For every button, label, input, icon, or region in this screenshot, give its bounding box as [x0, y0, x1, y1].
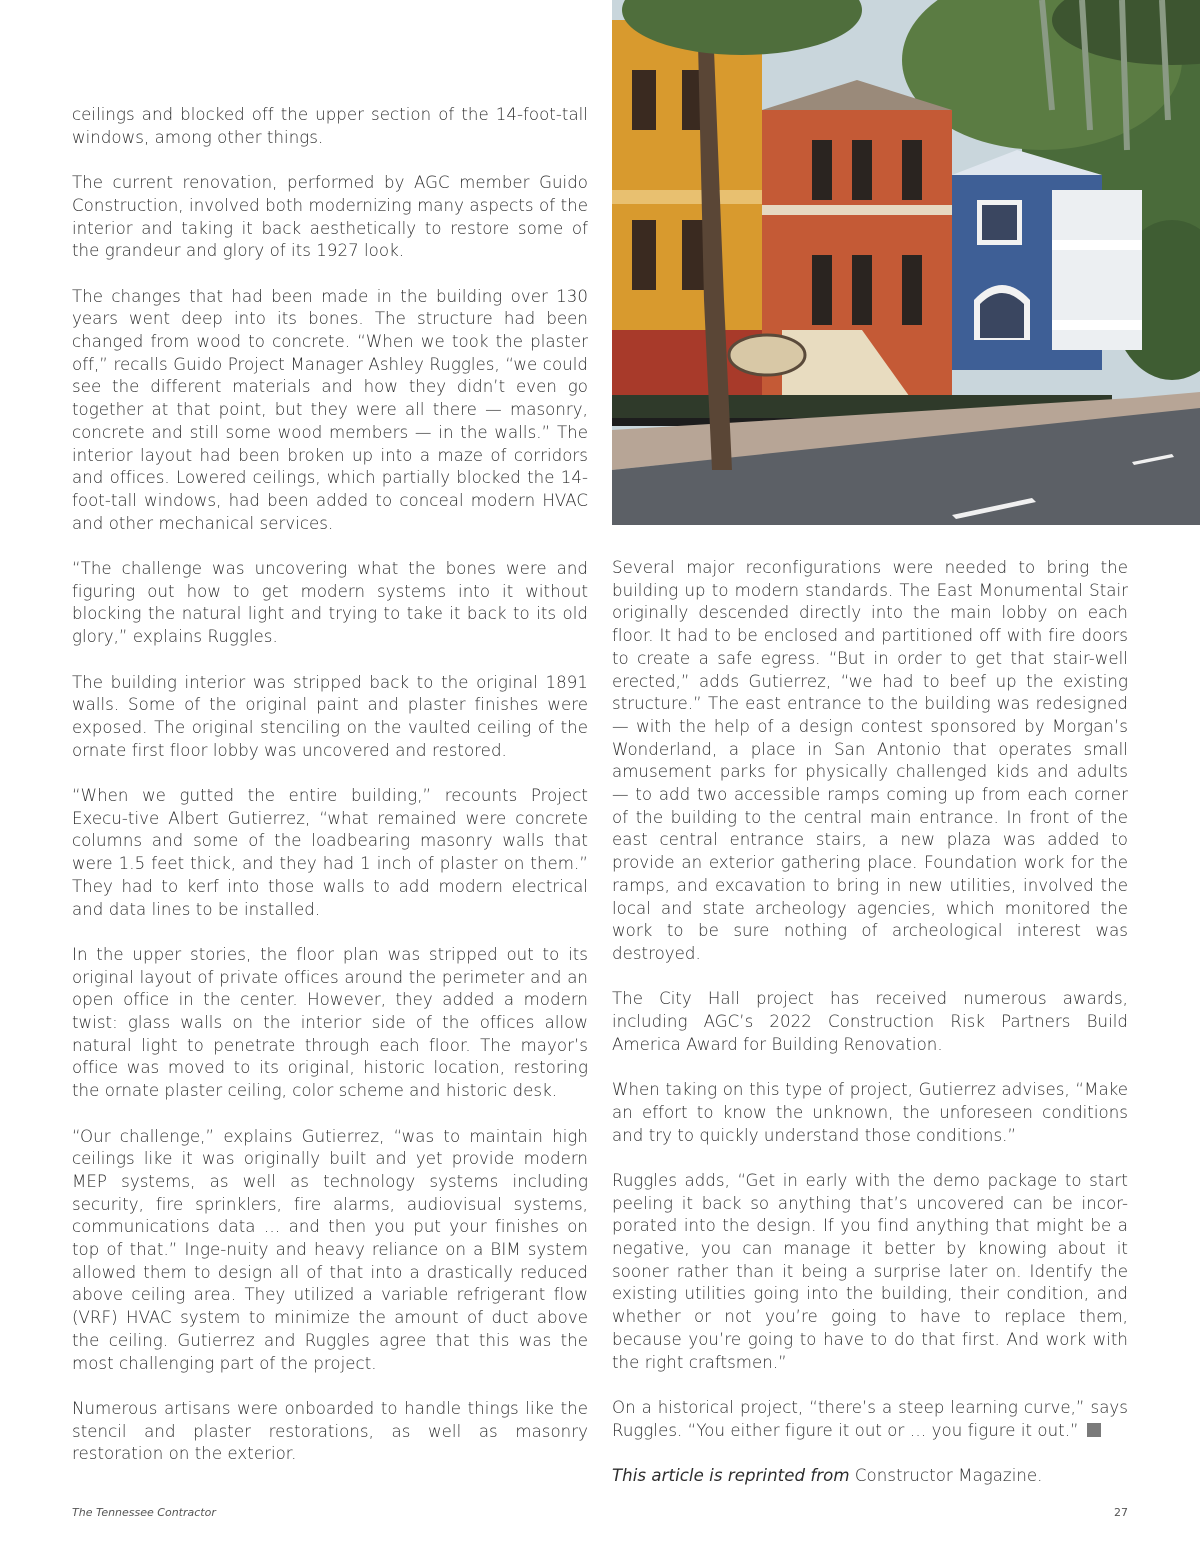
paragraph: The building interior was stripped back to the original 1891 walls. Some of the original paint and plaster finishes were exposed. The original stenciling on the vaulted ceiling of the ornate first floor lobby was uncovered and restored.: [72, 672, 588, 760]
paragraph: The changes that had been made in the building over 130 years went deep into its bones. The structure had been changed from wood to concrete. “When we took the plaster off,” recalls Guido Project Manager Ashley Ruggles, “we could see the different materials and how they didn’t even go together at that point, but they were all there — masonry, concrete and still some wood members — in the walls.” The interior layout had been broken up into a maze of corridors and offices. Lowered ceilings, which partially blocked the 14-foot-tall windows, had been added to conceal modern HVAC and other mechanical services.: [72, 286, 588, 533]
paragraph: The City Hall project has received numerous awards, including AGC’s 2022 Construction Risk Partners Build America Award for Building Renovation.: [612, 989, 1128, 1054]
paragraph: When taking on this type of project, Gutierrez advises, “Make an effort to know the unknown, the unforeseen conditions and try to quickly understand those conditions.”: [612, 1080, 1128, 1145]
right-column: [612, 557, 1128, 1488]
left-column: [72, 104, 588, 1466]
paragraph: In the upper stories, the floor plan was stripped out to its original layout of private offices around the perimeter and an open office in the center. However, they added a modern twist: glass walls on the interior side of the offices allow natural light to penetrate through each floor. The mayor’s office was moved to its original, historic location, restoring the ornate plaster ceiling, color scheme and historic desk.: [72, 944, 588, 1101]
paragraph: “When we gutted the entire building,” recounts Project Execu-tive Albert Gutierrez, “what remained were concrete columns and some of the loadbearing masonry walls that were 1.5 feet thick, and they had 1 inch of plaster on them.” They had to kerf into those walls to add modern electrical and data lines to be installed.: [72, 786, 588, 919]
footer-publication: The Tennessee Contractor: [72, 1506, 216, 1519]
footer-page-number: 27: [1114, 1506, 1128, 1519]
paragraph: ceilings and blocked off the upper section of the 14-foot-tall windows, among other things.: [72, 105, 588, 147]
paragraph: Numerous artisans were onboarded to handle things like the stencil and plaster restorations, as well as masonry restoration on the exterior.: [72, 1398, 588, 1464]
street-photo-icon: [612, 0, 1200, 525]
closing-paragraph: [612, 1397, 1128, 1442]
reprint-prefix: This article is reprinted from: [612, 1466, 850, 1486]
paragraph: Several major reconfigurations were needed to bring the building up to modern standards. The East Monumental Stair originally descended directly into the main lobby on each floor. It had to be enclosed and partitioned off with fire doors to create a safe egress. “But in order to get that stair-well erected,” adds Gutierrez, “we had to beef up the existing structure.” The east entrance to the building was redesigned — with the help of a design contest sponsored by Morgan’s Wonderland, a place in San Antonio that operates small amusement parks for physically challenged kids and adults — to add two accessible ramps coming up from each corner of the building to the central main entrance. In front of the east central entrance stairs, a new plaza was added to provide an exterior gathering place. Foundation work for the ramps, and excavation to bring in new utilities, involved the local and state archeology agencies, which monitored the work to be sure nothing of archeological interest was destroyed.: [612, 558, 1128, 963]
end-mark-icon: [1087, 1423, 1101, 1437]
paragraph: “Our challenge,” explains Gutierrez, “was to maintain high ceilings like it was originally built and yet provide modern MEP systems, as well as technology systems including security, fire sprinklers, fire alarms, audiovisual systems, communications data … and then you put your finishes on top of that.” Inge-nuity and heavy reliance on a BIM system allowed them to design all of that into a drastically reduced above ceiling area. They utilized a variable refrigerant flow (VRF) HVAC system to minimize the amount of duct above the ceiling. Gutierrez and Ruggles agree that this was the most challenging part of the project.: [72, 1126, 588, 1373]
paragraph: Ruggles adds, “Get in early with the demo package to start peeling it back so anything that’s uncovered can be incor-porated into the design. If you find anything that might be a negative, you can manage it better by knowing about it sooner rather than it being a surprise later on. Identify the existing utilities going into the building, their condition, and whether or not you’re going to have to replace them, because you’re going to have to do that first. And work with the right craftsmen.”: [612, 1170, 1128, 1372]
street-photo: [612, 0, 1200, 525]
paragraph: The current renovation, performed by AGC member Guido Construction, involved both modernizing many aspects of the interior and taking it back aesthetically to restore some of the grandeur and glory of its 1927 look.: [72, 173, 588, 261]
reprint-note: [612, 1465, 1128, 1488]
closing-text: On a historical project, “there’s a steep learning curve,” says Ruggles. “You either figure it out or … you figure it out.”: [612, 1397, 1128, 1440]
reprint-source: Constructor Magazine.: [854, 1466, 1043, 1486]
paragraph: “The challenge was uncovering what the bones were and figuring out how to get modern systems into it without blocking the natural light and trying to take it back to its old glory,” explains Ruggles.: [72, 559, 588, 647]
